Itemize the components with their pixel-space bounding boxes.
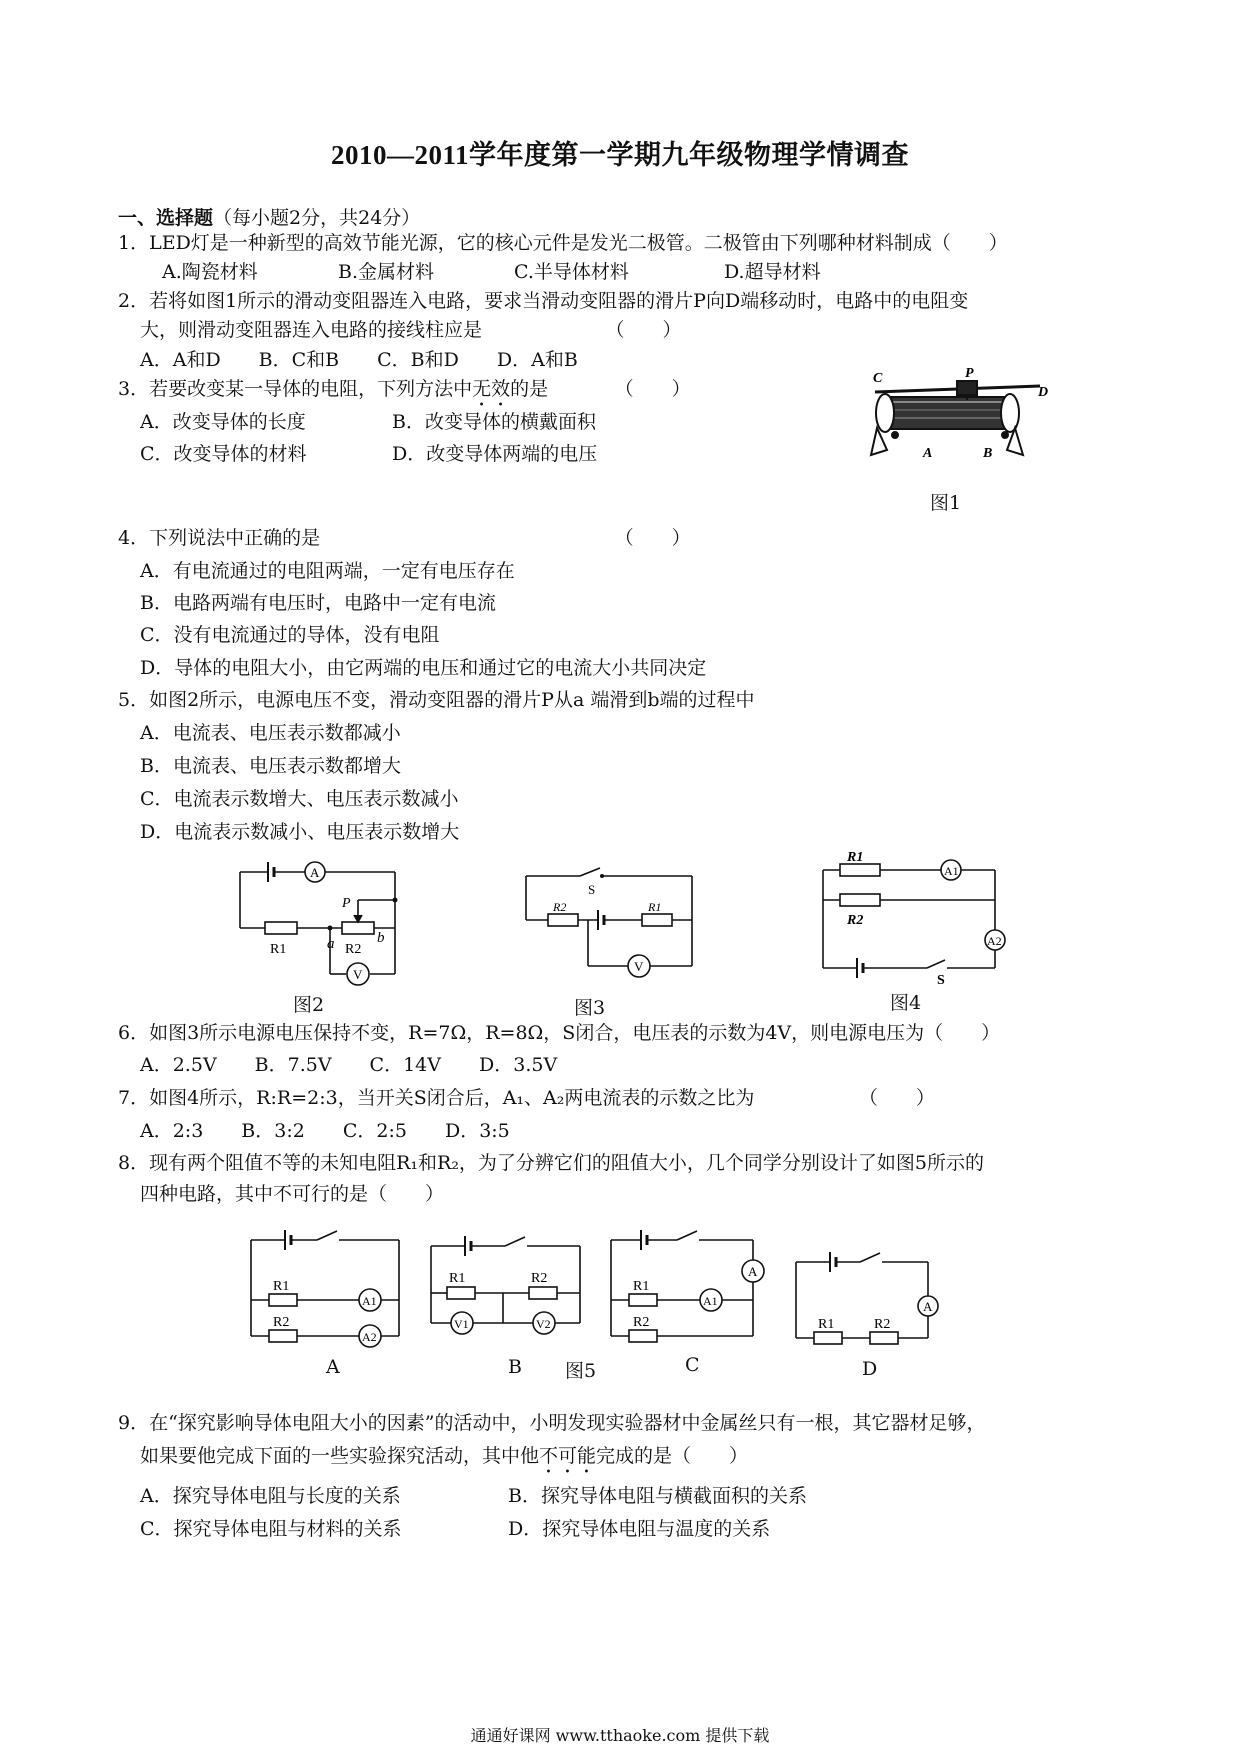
fig5d-r2: R2 xyxy=(874,1317,891,1332)
fig2-junction xyxy=(393,898,398,903)
q3-option-d: D．改变导体两端的电压 xyxy=(392,443,598,465)
q1-option-d: D.超导材料 xyxy=(724,261,821,283)
q7-options: A．2:3 B．3:2 C．2:5 D．3:5 xyxy=(140,1120,510,1142)
q1-option-a: A.陶瓷材料 xyxy=(162,261,258,283)
q4-option-d: D．导体的电阻大小，由它两端的电压和通过它的电流大小共同决定 xyxy=(140,657,707,679)
q2-options: A．A和D B．C和B C．B和D D．A和B xyxy=(140,349,578,371)
q9-stem-line1: 9．在“探究影响导体电阻大小的因素”的活动中，小明发现实验器材中金属丝只有一根，其它器材足够， xyxy=(118,1412,986,1434)
q3-option-b: B．改变导体的横戴面积 xyxy=(392,411,596,433)
q5-stem: 5．如图2所示，电源电压不变，滑动变阻器的滑片P从a 端滑到b端的过程中 xyxy=(118,689,755,711)
figure-5a-label: A xyxy=(326,1356,340,1378)
q9-option-b: B．探究导体电阻与横截面积的关系 xyxy=(508,1485,807,1507)
q8-stem-line2: 四种电路，其中不可行的是（ ） xyxy=(140,1183,445,1205)
fig5c-r1: R1 xyxy=(633,1279,650,1294)
q2-stem-line1: 2．若将如图1所示的滑动变阻器连入电路，要求当滑动变阻器的滑片P向D端移动时，电路中的电阻变 xyxy=(118,290,969,312)
fig2-ammeter: A xyxy=(310,865,320,880)
q3-stem-emphasis: 无效 xyxy=(472,378,511,400)
q4-option-a: A．有电流通过的电阻两端，一定有电压存在 xyxy=(140,560,515,582)
figure-5d-label: D xyxy=(862,1358,878,1380)
fig5b-v1: V1 xyxy=(454,1317,469,1331)
q5-option-b: B．电流表、电压表示数都增大 xyxy=(140,755,401,777)
fig5a-a1: A1 xyxy=(362,1294,377,1308)
fig3-wires xyxy=(526,868,692,977)
fig2-b-label: b xyxy=(377,930,385,946)
figure-1-rheostat xyxy=(865,366,1065,475)
page-footer: 通通好课网 www.tthaoke.com 提供下载 xyxy=(470,1726,770,1745)
figure-4-circuit xyxy=(815,850,1015,988)
fig2-a-label: a xyxy=(327,936,335,952)
q9-stem-line2 xyxy=(140,1443,748,1478)
fig1-label-b: B xyxy=(983,446,993,461)
q2-stem-line2: 大，则滑动变阻器连入电路的接线柱应是 （ ） xyxy=(140,319,682,341)
q1-option-b: B.金属材料 xyxy=(338,261,435,283)
fig5a-r1: R1 xyxy=(273,1279,290,1294)
figure-3-circuit xyxy=(520,868,700,983)
fig4-a2-label: A2 xyxy=(987,934,1002,948)
q8-stem-line1: 8．现有两个阻值不等的未知电阻R₁和R₂，为了分辨它们的阻值大小，几个同学分别设计了如图5所示的 xyxy=(118,1152,985,1174)
fig3-s-label: S xyxy=(588,882,596,897)
fig2-wires xyxy=(240,862,395,985)
q9-option-c: C．探究导体电阻与材料的关系 xyxy=(140,1518,402,1540)
fig5a-r2: R2 xyxy=(273,1315,290,1330)
fig2-voltmeter: V xyxy=(353,967,363,982)
figure-2-circuit xyxy=(230,860,410,1000)
q4-option-c: C．没有电流通过的导体，没有电阻 xyxy=(140,624,440,646)
q5-option-d: D．电流表示数减小、电压表示数增大 xyxy=(140,821,460,843)
figure-4-caption: 图4 xyxy=(890,992,922,1014)
q6-options: A．2.5V B．7.5V C．14V D．3.5V xyxy=(140,1054,558,1076)
fig4-a1-label: A1 xyxy=(944,864,959,878)
fig5c-a1: A1 xyxy=(703,1294,718,1308)
figure-5b-circuit xyxy=(425,1228,585,1358)
fig1-label-c: C xyxy=(873,371,883,386)
figure-5c-circuit xyxy=(605,1228,785,1343)
q7-stem: 7．如图4所示，R:R=2:3，当开关S闭合后，A₁、A₂两电流表的示数之比为 （ ） xyxy=(118,1087,935,1109)
fig5d-r1: R1 xyxy=(818,1317,835,1332)
q3-option-c: C．改变导体的材料 xyxy=(140,443,307,465)
fig5b-r2: R2 xyxy=(531,1271,548,1286)
fig5b-v2: V2 xyxy=(536,1317,551,1331)
q5-option-a: A．电流表、电压表示数都减小 xyxy=(140,722,401,744)
q3-stem-post: 的是 （ ） xyxy=(510,378,691,400)
fig4-r2-label: R2 xyxy=(847,913,864,928)
fig1-label-d: D xyxy=(1038,385,1049,400)
fig5d-a: A xyxy=(923,1299,933,1314)
q9-option-a: A．探究导体电阻与长度的关系 xyxy=(140,1485,401,1507)
q5-option-c: C．电流表示数增大、电压表示数减小 xyxy=(140,788,459,810)
q9-stem-post: 完成的是（ ） xyxy=(596,1445,749,1467)
fig2-r1-label: R1 xyxy=(270,942,287,957)
q9-stem-emphasis: 不可能 xyxy=(539,1445,597,1467)
q9-stem-pre: 如果要他完成下面的一些实验探究活动，其中他 xyxy=(140,1445,540,1467)
fig2-r2-label: R2 xyxy=(345,942,362,957)
fig5c-r2: R2 xyxy=(633,1315,650,1330)
fig5b-r1: R1 xyxy=(449,1271,466,1286)
fig4-r1-label: R1 xyxy=(847,850,864,865)
fig3-r2-label: R2 xyxy=(553,900,567,914)
fig1-label-p: P xyxy=(965,366,974,381)
q3-stem xyxy=(118,376,691,411)
fig3-switch-pivot xyxy=(600,874,604,878)
fig5a-a2: A2 xyxy=(362,1330,377,1344)
fig4-s-label: S xyxy=(937,973,945,988)
figure-5a-circuit xyxy=(245,1228,405,1343)
section-heading-note: （每小题2分，共24分） xyxy=(213,207,421,229)
fig2-p-label: P xyxy=(342,896,351,911)
fig3-voltmeter: V xyxy=(634,959,644,974)
fig3-r1-label: R1 xyxy=(648,900,662,914)
q1-stem: 1．LED灯是一种新型的高效节能光源，它的核心元件是发光二极管。二极管由下列哪种材料制成（ ） xyxy=(118,232,1008,254)
q9-option-d: D．探究导体电阻与温度的关系 xyxy=(508,1518,771,1540)
section-heading-label: 一、选择题 xyxy=(118,207,214,229)
fig1-label-a: A xyxy=(923,446,933,461)
rheostat-drawing xyxy=(871,381,1040,455)
q3-option-a: A．改变导体的长度 xyxy=(140,411,306,433)
q3-stem-pre: 3．若要改变某一导体的电阻，下列方法中 xyxy=(118,378,473,400)
q4-option-b: B．电路两端有电压时，电路中一定有电流 xyxy=(140,592,496,614)
fig2-junction xyxy=(328,926,333,931)
section-heading xyxy=(118,203,420,230)
figure-1-caption: 图1 xyxy=(930,492,962,514)
page-title: 2010—2011学年度第一学期九年级物理学情调查 xyxy=(330,140,909,170)
q4-stem: 4．下列说法中正确的是 （ ） xyxy=(118,527,691,549)
q1-option-c: C.半导体材料 xyxy=(514,261,629,283)
figure-5c-label: C xyxy=(685,1354,700,1376)
figure-2-caption: 图2 xyxy=(293,994,325,1016)
q6-stem: 6．如图3所示电源电压保持不变，R=7Ω，R=8Ω，S闭合，电压表的示数为4V，则电源电压为（ ） xyxy=(118,1022,1001,1044)
figure-5b-label: B xyxy=(508,1356,522,1378)
fig5c-a: A xyxy=(748,1264,758,1279)
figure-5d-circuit xyxy=(790,1240,950,1345)
figure-5-caption: 图5 xyxy=(565,1360,597,1382)
figure-3-caption: 图3 xyxy=(574,997,606,1019)
